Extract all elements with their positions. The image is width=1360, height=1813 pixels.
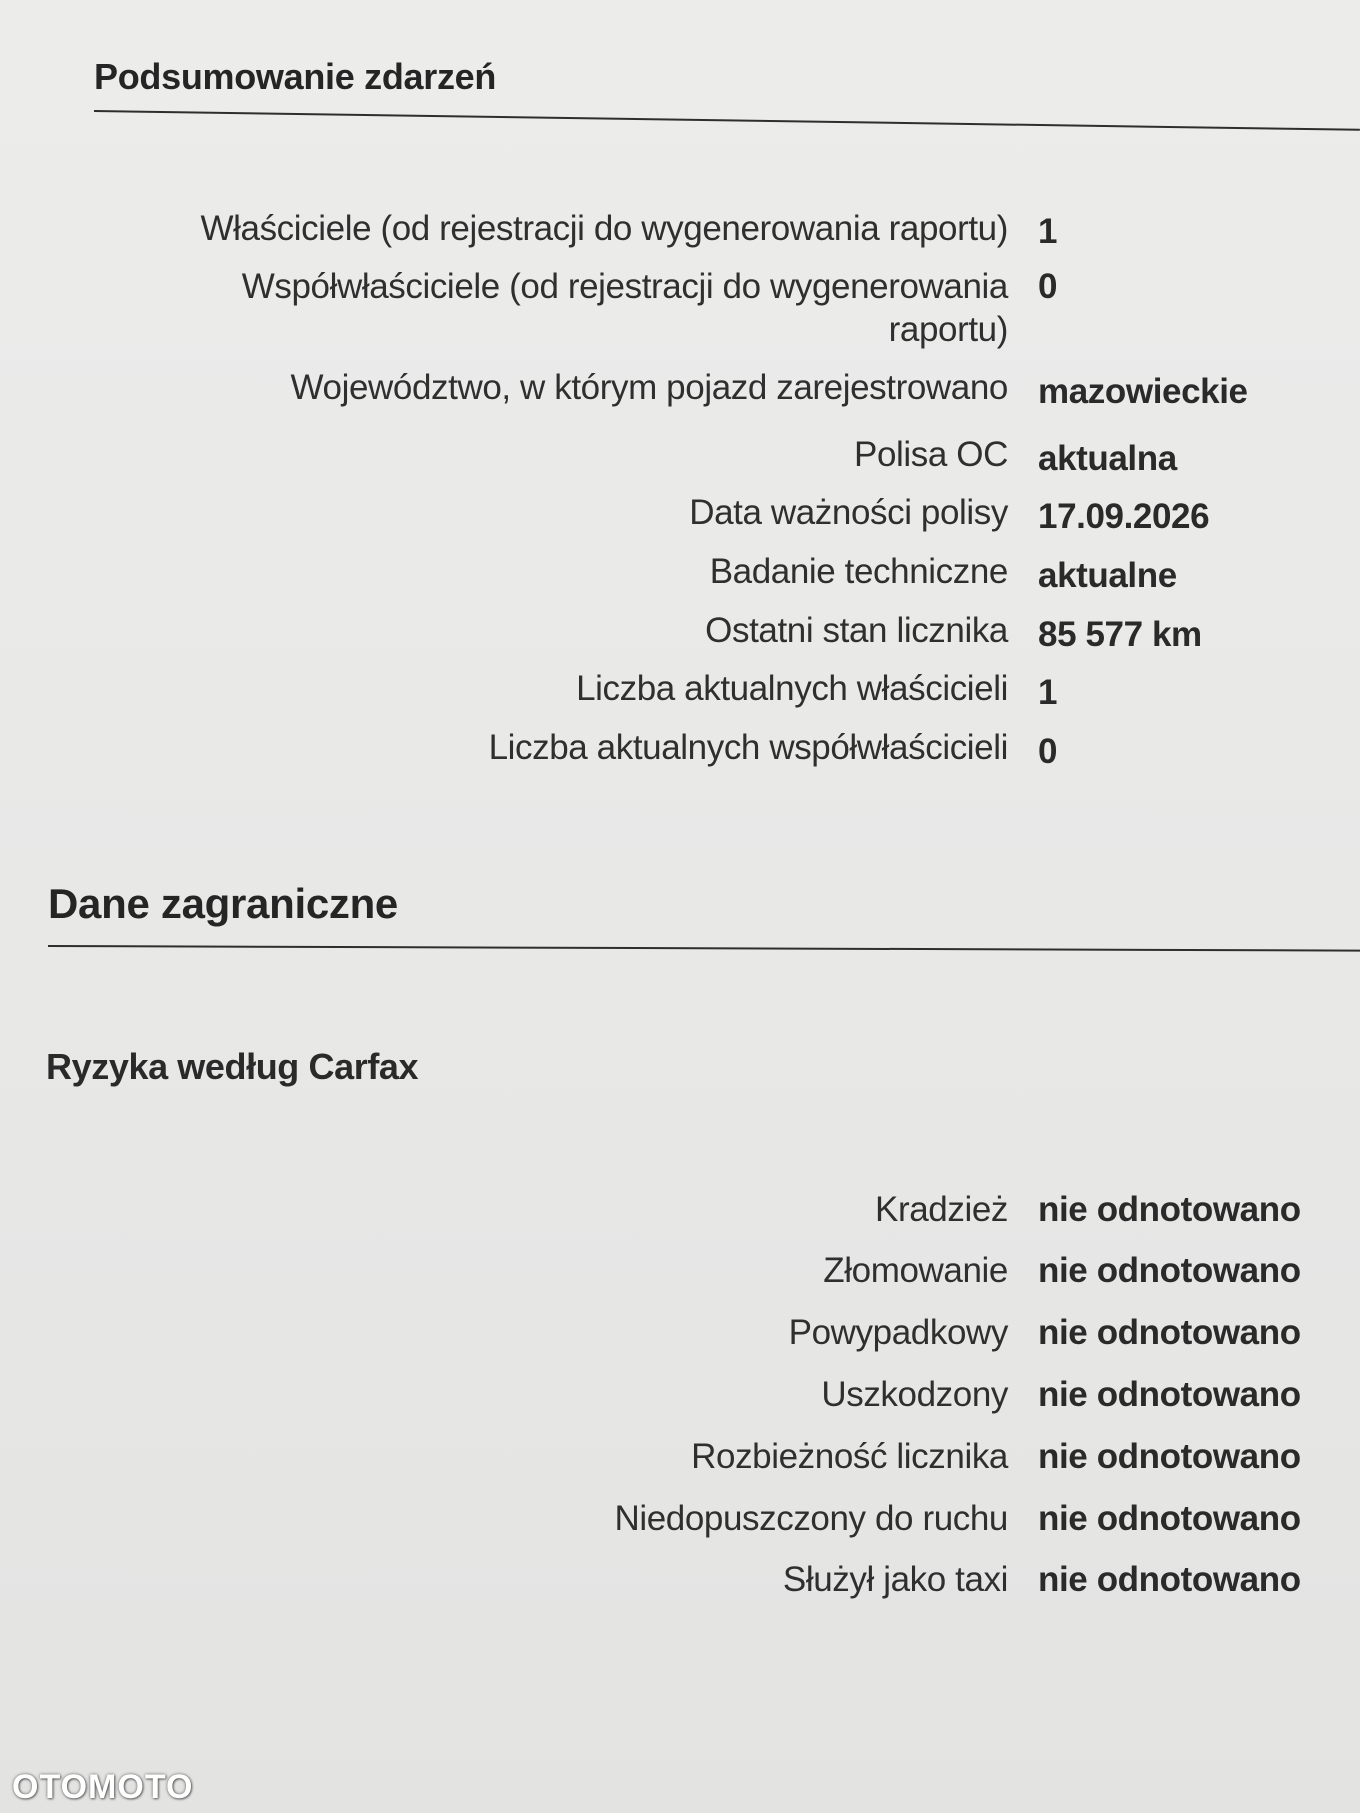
row-value: nie odnotowano — [1038, 1375, 1301, 1414]
row-value: 17.09.2026 — [1038, 497, 1210, 536]
row-value: 1 — [1038, 212, 1058, 251]
row-label: Badanie techniczne — [709, 552, 1008, 591]
row-label: Ostatni stan licznika — [705, 611, 1008, 650]
row-label: Liczba aktualnych współwłaścicieli — [488, 728, 1008, 767]
row-value: nie odnotowano — [1038, 1251, 1301, 1290]
row-label: Złomowanie — [823, 1251, 1008, 1290]
row-label: Województwo, w którym pojazd zarejestrowano — [290, 368, 1008, 407]
row-value: 0 — [1038, 732, 1058, 771]
otomoto-watermark-logo: OTOMOTO — [12, 1768, 194, 1806]
row-value: nie odnotowano — [1038, 1437, 1301, 1476]
row-value: 1 — [1038, 673, 1058, 712]
section-title-foreign: Dane zagraniczne — [48, 880, 398, 927]
row-label: Polisa OC — [854, 435, 1008, 474]
row-label: Data ważności polisy — [689, 493, 1008, 532]
row-value: nie odnotowano — [1038, 1313, 1301, 1352]
row-label: Kradzież — [875, 1190, 1008, 1229]
section-title-summary: Podsumowanie zdarzeń — [94, 56, 497, 97]
row-value: mazowieckie — [1038, 372, 1248, 411]
row-label: Powypadkowy — [788, 1313, 1008, 1352]
row-label: Właściciele (od rejestracji do wygenerowania raportu) — [200, 209, 1008, 248]
row-value: aktualne — [1038, 556, 1177, 595]
section-divider-foreign — [48, 945, 1360, 952]
row-value: 0 — [1038, 267, 1058, 306]
row-label: Rozbieżność licznika — [691, 1437, 1008, 1476]
row-label: Służył jako taxi — [782, 1560, 1008, 1599]
row-label: Uszkodzony — [821, 1375, 1008, 1414]
row-value: 85 577 km — [1038, 615, 1202, 654]
row-value: nie odnotowano — [1038, 1560, 1301, 1599]
row-value: nie odnotowano — [1038, 1499, 1301, 1538]
row-value: aktualna — [1038, 439, 1177, 478]
row-value: nie odnotowano — [1038, 1190, 1301, 1229]
carfax-subtitle: Ryzyka według Carfax — [46, 1046, 419, 1087]
row-label: Współwłaściciele (od rejestracji do wygenerowania raportu) — [241, 267, 1008, 349]
row-label: Liczba aktualnych właścicieli — [576, 669, 1008, 708]
section-divider-summary — [94, 110, 1360, 131]
row-label: Niedopuszczony do ruchu — [614, 1499, 1008, 1538]
